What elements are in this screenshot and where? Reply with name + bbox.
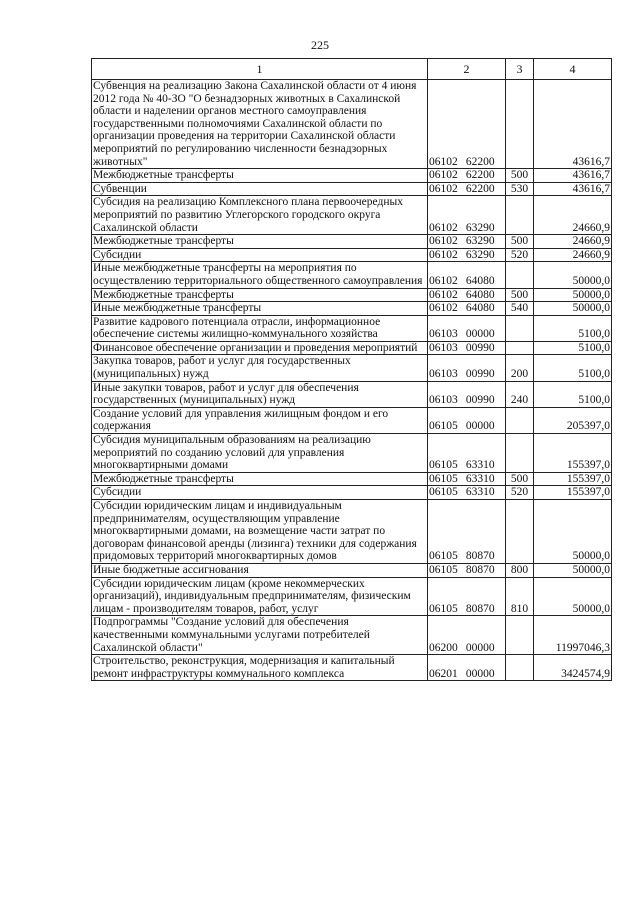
row-amount: 11997046,3 — [534, 616, 612, 655]
row-code — [428, 248, 506, 262]
row-expense-type: 540 — [506, 302, 534, 316]
row-name: Субсидия муниципальным образованиям на реализацию мероприятий по созданию условий для управления многоквартирными домами — [92, 434, 428, 473]
row-code-program: 06102 — [429, 302, 458, 315]
row-code-direction: 62200 — [465, 169, 495, 182]
row-code-program: 06105 — [429, 563, 458, 576]
row-code-program: 06105 — [429, 486, 458, 499]
row-code-program: 06105 — [429, 550, 458, 563]
table-row — [92, 196, 612, 235]
row-amount: 50000,0 — [534, 288, 612, 302]
row-code-program: 06103 — [429, 328, 458, 341]
row-name: Финансовое обеспечение организации и проведения мероприятий — [92, 341, 428, 355]
row-name: Закупка товаров, работ и услуг для государственных (муниципальных) нужд — [92, 355, 428, 381]
row-name: Создание условий для управления жилищным фондом и его содержания — [92, 407, 428, 433]
row-name: Субсидии юридическим лицам (кроме некоммерческих организаций), индивидуальным предпринимателям, физическим лицам - производителям товаров, работ, услуг — [92, 577, 428, 616]
row-expense-type — [506, 407, 534, 433]
row-amount: 43616,7 — [534, 169, 612, 183]
row-expense-type: 500 — [506, 169, 534, 183]
row-amount: 50000,0 — [534, 262, 612, 288]
row-code-program: 06200 — [429, 641, 458, 654]
row-code — [428, 486, 506, 500]
table-row — [92, 486, 612, 500]
row-code-program: 06103 — [429, 394, 458, 407]
row-name: Иные межбюджетные трансферты на мероприятия по осуществлению территориального общественного самоуправления — [92, 262, 428, 288]
row-amount: 50000,0 — [534, 500, 612, 564]
row-code — [428, 182, 506, 196]
table-row — [92, 472, 612, 486]
row-expense-type: 800 — [506, 563, 534, 577]
row-expense-type: 520 — [506, 248, 534, 262]
table-row — [92, 381, 612, 407]
row-code-program: 06102 — [429, 182, 458, 195]
column-header-name: 1 — [92, 59, 428, 80]
table-row — [92, 302, 612, 316]
row-code — [428, 563, 506, 577]
table-row — [92, 434, 612, 473]
row-code-program: 06102 — [429, 221, 458, 234]
row-code-program: 06102 — [429, 248, 458, 261]
row-code-program: 06201 — [429, 667, 458, 680]
row-code-program: 06105 — [429, 472, 458, 485]
row-code-direction: 62200 — [465, 155, 495, 168]
table-header-row — [92, 59, 612, 80]
row-amount: 24660,9 — [534, 248, 612, 262]
row-code-direction: 64080 — [465, 302, 495, 315]
row-expense-type: 500 — [506, 288, 534, 302]
row-amount: 5100,0 — [534, 355, 612, 381]
row-code — [428, 616, 506, 655]
table-row — [92, 288, 612, 302]
row-code — [428, 235, 506, 249]
row-expense-type — [506, 341, 534, 355]
row-expense-type: 240 — [506, 381, 534, 407]
row-code-program: 06102 — [429, 235, 458, 248]
table-row — [92, 182, 612, 196]
row-name: Субсидии — [92, 248, 428, 262]
row-code — [428, 288, 506, 302]
table-row — [92, 315, 612, 341]
row-code — [428, 169, 506, 183]
column-header-amount: 4 — [534, 59, 612, 80]
row-expense-type — [506, 80, 534, 169]
row-expense-type — [506, 655, 534, 681]
table-row — [92, 616, 612, 655]
row-amount: 50000,0 — [534, 563, 612, 577]
row-code — [428, 500, 506, 564]
table-row — [92, 248, 612, 262]
row-code-direction: 00000 — [465, 667, 495, 680]
row-amount: 5100,0 — [534, 315, 612, 341]
row-amount: 155397,0 — [534, 472, 612, 486]
table-row — [92, 262, 612, 288]
row-expense-type — [506, 434, 534, 473]
row-expense-type — [506, 315, 534, 341]
row-name: Субвенции — [92, 182, 428, 196]
table-row — [92, 577, 612, 616]
row-code — [428, 341, 506, 355]
row-code-direction: 63290 — [465, 248, 495, 261]
row-code-direction: 63290 — [465, 221, 495, 234]
row-name: Субсидии юридическим лицам и индивидуальным предпринимателям, осуществляющим управление многоквартирными домами, на возмещение части затрат по договорам финансовой аренды (лизинга) техники для содержания придомовых территорий многоквартирных домов — [92, 500, 428, 564]
table-row — [92, 169, 612, 183]
row-expense-type: 500 — [506, 235, 534, 249]
row-code-direction: 00000 — [465, 328, 495, 341]
row-expense-type: 530 — [506, 182, 534, 196]
table-row — [92, 355, 612, 381]
row-code-direction: 63310 — [465, 459, 495, 472]
row-code-direction: 63290 — [465, 235, 495, 248]
row-name: Межбюджетные трансферты — [92, 288, 428, 302]
row-code — [428, 262, 506, 288]
row-code — [428, 196, 506, 235]
row-expense-type — [506, 262, 534, 288]
row-name: Субсидия на реализацию Комплексного плана первоочередных мероприятий по развитию Углегорского городского округа Сахалинской области — [92, 196, 428, 235]
row-name: Субвенция на реализацию Закона Сахалинской области от 4 июня 2012 года № 40-ЗО "О безнадзорных животных в Сахалинской области и наделении органов местного самоуправления государственными полномочиями Сахалинской области по организации проведения на территории Сахалинской области мероприятий по регулированию численности безнадзорных животных" — [92, 80, 428, 169]
row-code-direction: 63310 — [465, 472, 495, 485]
row-code-direction: 64080 — [465, 274, 495, 287]
row-code-direction: 64080 — [465, 288, 495, 301]
row-code-program: 06102 — [429, 274, 458, 287]
row-code-program: 06103 — [429, 341, 458, 354]
row-code-direction: 00000 — [465, 641, 495, 654]
table-row — [92, 500, 612, 564]
row-code-program: 06105 — [429, 602, 458, 615]
row-code-program: 06102 — [429, 169, 458, 182]
row-code — [428, 655, 506, 681]
row-amount: 5100,0 — [534, 341, 612, 355]
row-code-direction: 00990 — [465, 394, 495, 407]
row-name: Подпрограммы "Создание условий для обеспечения качественными коммунальными услугами потребителей Сахалинской области" — [92, 616, 428, 655]
row-name: Межбюджетные трансферты — [92, 169, 428, 183]
row-amount: 43616,7 — [534, 80, 612, 169]
row-code — [428, 381, 506, 407]
row-code-direction: 00000 — [465, 420, 495, 433]
row-name: Субсидии — [92, 486, 428, 500]
page-number: 225 — [311, 38, 329, 52]
row-code-direction: 80870 — [465, 550, 495, 563]
row-code-program: 06105 — [429, 420, 458, 433]
row-code-direction: 63310 — [465, 486, 495, 499]
row-name: Межбюджетные трансферты — [92, 235, 428, 249]
row-code-program: 06105 — [429, 459, 458, 472]
row-amount: 50000,0 — [534, 302, 612, 316]
table-row — [92, 80, 612, 169]
row-code-direction: 80870 — [465, 602, 495, 615]
row-amount: 43616,7 — [534, 182, 612, 196]
row-code — [428, 355, 506, 381]
row-name: Строительство, реконструкция, модернизация и капитальный ремонт инфраструктуры коммунального комплекса — [92, 655, 428, 681]
row-code — [428, 80, 506, 169]
row-expense-type — [506, 616, 534, 655]
row-expense-type — [506, 196, 534, 235]
table-row — [92, 407, 612, 433]
row-code — [428, 472, 506, 486]
row-code-program: 06102 — [429, 288, 458, 301]
budget-table — [91, 58, 612, 681]
row-amount: 50000,0 — [534, 577, 612, 616]
row-code — [428, 302, 506, 316]
row-expense-type — [506, 500, 534, 564]
table-row — [92, 655, 612, 681]
row-code — [428, 434, 506, 473]
row-code-direction: 00990 — [465, 368, 495, 381]
row-name: Иные межбюджетные трансферты — [92, 302, 428, 316]
row-amount: 24660,9 — [534, 235, 612, 249]
column-header-code: 2 — [428, 59, 506, 80]
row-amount: 155397,0 — [534, 486, 612, 500]
table-row — [92, 341, 612, 355]
table-row — [92, 563, 612, 577]
row-code-program: 06103 — [429, 368, 458, 381]
row-code-direction: 80870 — [465, 563, 495, 576]
row-amount: 3424574,9 — [534, 655, 612, 681]
row-name: Иные закупки товаров, работ и услуг для обеспечения государственных (муниципальных) нужд — [92, 381, 428, 407]
row-name: Развитие кадрового потенциала отрасли, информационное обеспечение системы жилищно-коммунального хозяйства — [92, 315, 428, 341]
row-code-direction: 62200 — [465, 182, 495, 195]
row-amount: 155397,0 — [534, 434, 612, 473]
row-amount: 205397,0 — [534, 407, 612, 433]
row-amount: 24660,9 — [534, 196, 612, 235]
row-code — [428, 315, 506, 341]
row-amount: 5100,0 — [534, 381, 612, 407]
column-header-expense-type: 3 — [506, 59, 534, 80]
row-code-direction: 00990 — [465, 341, 495, 354]
row-name: Иные бюджетные ассигнования — [92, 563, 428, 577]
row-expense-type: 810 — [506, 577, 534, 616]
row-code — [428, 407, 506, 433]
table-row — [92, 235, 612, 249]
row-code — [428, 577, 506, 616]
row-expense-type: 200 — [506, 355, 534, 381]
row-name: Межбюджетные трансферты — [92, 472, 428, 486]
row-expense-type: 500 — [506, 472, 534, 486]
row-code-program: 06102 — [429, 155, 458, 168]
row-expense-type: 520 — [506, 486, 534, 500]
